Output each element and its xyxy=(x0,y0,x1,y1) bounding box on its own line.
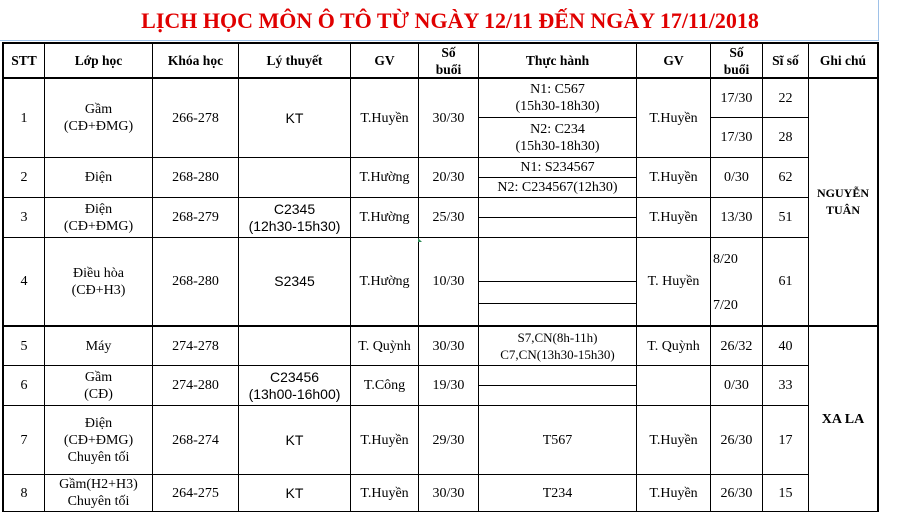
row-7-ly-thuyet: KT xyxy=(285,431,304,448)
row-6-khoa-hoc: 274-280 xyxy=(172,378,219,393)
row-1-so-buoi-2-a: 17/30 xyxy=(720,90,753,106)
thuc-hanh-line: S7,CN(8h-11h) xyxy=(517,330,598,345)
lop-hoc-line: Điều hòa xyxy=(73,265,124,281)
header-so-buoi xyxy=(419,44,478,77)
row-1-gv-2: T.Huyền xyxy=(649,110,698,126)
header-ghi-chu: Ghi chú xyxy=(819,53,867,68)
row-8-gv: T.Huyền xyxy=(360,485,409,501)
row-5-ly-thuyet xyxy=(239,327,350,365)
row-6-so-buoi-2: 0/30 xyxy=(724,378,749,393)
row-6-thuc-hanh xyxy=(479,366,636,405)
row-4-so-buoi-2-a: 8/20 xyxy=(713,251,738,267)
row-2-stt: 2 xyxy=(20,170,28,185)
row-8-lop-hoc xyxy=(45,475,152,511)
row-5-so-buoi: 30/30 xyxy=(432,338,465,354)
row-7-so-buoi: 29/30 xyxy=(432,432,465,448)
row-8-gv-2: T.Huyền xyxy=(649,485,698,501)
row-4-gv-2: T. Huyền xyxy=(647,274,700,289)
row-2-gv-2: T.Huyền xyxy=(649,170,698,185)
row-5-thuc-hanh xyxy=(479,327,636,365)
row-8-thuc-hanh: T234 xyxy=(542,485,573,501)
row-3-ly-thuyet xyxy=(239,198,350,237)
row-5-stt: 5 xyxy=(20,338,28,354)
thuc-hanh-line: (15h30-18h30) xyxy=(515,138,600,154)
row-2-so-buoi: 20/30 xyxy=(432,170,465,185)
row-4-stt: 4 xyxy=(20,274,28,289)
row-3-gv-2: T.Huyền xyxy=(649,210,698,225)
row-3-lop-hoc xyxy=(45,198,152,237)
row-7-thuc-hanh: T567 xyxy=(542,432,573,448)
row-2-thuc-hanh-n1: N1: S234567 xyxy=(520,160,595,175)
thuc-hanh-line: C7,CN(13h30-15h30) xyxy=(500,347,615,362)
lop-hoc-line: Gầm xyxy=(84,102,113,117)
lop-hoc-line: (CĐ+ĐMG) xyxy=(63,432,134,448)
row-1-gv: T.Huyền xyxy=(360,110,409,126)
row-7-stt: 7 xyxy=(20,432,28,448)
row-7-so-buoi-2: 26/30 xyxy=(720,432,753,448)
row-4-gv: T.Hường xyxy=(359,274,410,289)
header-gv: GV xyxy=(374,53,395,68)
row-1-si-so-b: 28 xyxy=(778,130,793,145)
row-8-si-so: 15 xyxy=(778,485,793,501)
row-7-lop-hoc xyxy=(45,406,152,474)
lop-hoc-line: Chuyên tối xyxy=(67,449,130,465)
row-4-ly-thuyet: S2345 xyxy=(274,273,315,289)
header-so-buoi-line: buổi xyxy=(723,61,750,77)
note-xa-la: XA LA xyxy=(821,411,865,427)
page-title: LỊCH HỌC MÔN Ô TÔ TỪ NGÀY 12/11 ĐẾN NGÀY 17/11/2018 xyxy=(141,8,759,33)
header-si-so: Sĩ số xyxy=(772,53,799,68)
thuc-hanh-line: N2: C234 xyxy=(530,121,585,137)
header-so-buoi-line: Số xyxy=(729,44,744,60)
row-1-thuc-hanh-n1 xyxy=(479,79,636,117)
row-4-so-buoi: 10/30 xyxy=(432,274,465,289)
row-3-thuc-hanh xyxy=(479,198,636,237)
header-so-buoi-line: buổi xyxy=(435,61,462,77)
ly-thuyet-line: (12h30-15h30) xyxy=(248,217,341,234)
row-1-so-buoi-2-b: 17/30 xyxy=(720,130,753,145)
ly-thuyet-line: C23456 xyxy=(269,368,320,385)
row-7-gv-2: T.Huyền xyxy=(649,432,698,448)
lop-hoc-line: Điện xyxy=(84,415,113,431)
row-3-si-so: 51 xyxy=(778,210,793,225)
row-1-lop-hoc xyxy=(45,79,152,157)
header-khoa-hoc: Khóa học xyxy=(167,53,224,68)
row-5-khoa-hoc: 274-278 xyxy=(172,338,219,354)
header-so-buoi-2 xyxy=(711,44,762,77)
lop-hoc-line: (CĐ+H3) xyxy=(71,282,126,298)
header-so-buoi-line: Số xyxy=(441,44,456,60)
row-7-gv: T.Huyền xyxy=(360,432,409,448)
row-6-gv-2 xyxy=(637,366,710,405)
row-1-ly-thuyet: KT xyxy=(285,109,304,126)
row-5-si-so: 40 xyxy=(778,338,793,354)
row-8-khoa-hoc: 264-275 xyxy=(172,485,219,501)
lop-hoc-line: (CĐ) xyxy=(84,386,113,402)
row-3-so-buoi-2: 13/30 xyxy=(720,210,753,225)
row-2-thuc-hanh-n2: N2: C234567(12h30) xyxy=(497,180,618,195)
row-2-khoa-hoc: 268-280 xyxy=(172,170,219,185)
row-2-ly-thuyet xyxy=(239,158,350,197)
row-4-khoa-hoc: 268-280 xyxy=(172,274,219,289)
row-1-si-so-a: 22 xyxy=(778,90,793,106)
ly-thuyet-line: C2345 xyxy=(273,200,316,217)
row-6-si-so: 33 xyxy=(778,378,793,393)
row-6-so-buoi: 19/30 xyxy=(432,378,465,393)
row-4-thuc-hanh xyxy=(479,238,636,325)
row-8-stt: 8 xyxy=(20,485,28,501)
row-1-thuc-hanh-n2 xyxy=(479,118,636,157)
row-8-so-buoi: 30/30 xyxy=(432,485,465,501)
row-6-gv: T.Công xyxy=(363,378,406,393)
lop-hoc-line: Gầm xyxy=(84,369,113,385)
row-3-so-buoi: 25/30 xyxy=(432,210,465,225)
thuc-hanh-line: (15h30-18h30) xyxy=(515,99,600,114)
row-7-khoa-hoc: 268-274 xyxy=(172,432,219,448)
row-4-lop-hoc xyxy=(45,238,152,325)
lop-hoc-line: (CĐ+ĐMG) xyxy=(63,218,134,234)
header-gv-2: GV xyxy=(663,53,684,68)
note-line: NGUYỄN xyxy=(816,186,869,200)
row-3-stt: 3 xyxy=(20,210,28,225)
row-2-so-buoi-2: 0/30 xyxy=(724,170,749,185)
row-4-so-buoi-2-b: 7/20 xyxy=(713,297,738,313)
row-1-khoa-hoc: 266-278 xyxy=(172,110,219,126)
lop-hoc-line: (CĐ+ĐMG) xyxy=(63,119,134,134)
header-thuc-hanh: Thực hành xyxy=(525,53,590,68)
row-5-lop-hoc: Máy xyxy=(85,338,112,354)
row-5-gv: T. Quỳnh xyxy=(358,338,411,354)
row-1-stt: 1 xyxy=(20,110,28,126)
row-5-so-buoi-2: 26/32 xyxy=(720,338,753,354)
row-4-si-so: 61 xyxy=(778,274,793,289)
row-5-gv-2: T. Quỳnh xyxy=(647,338,700,354)
grid-line xyxy=(877,42,879,512)
row-3-khoa-hoc: 268-279 xyxy=(172,210,219,225)
lop-hoc-line: Chuyên tối xyxy=(67,494,130,509)
row-8-ly-thuyet: KT xyxy=(285,484,304,501)
header-lop-hoc: Lớp học xyxy=(74,53,123,68)
ly-thuyet-line: (13h00-16h00) xyxy=(248,385,341,402)
row-6-lop-hoc xyxy=(45,366,152,405)
row-6-stt: 6 xyxy=(20,378,28,393)
note-nguyen-tuan xyxy=(809,79,877,325)
row-1-so-buoi: 30/30 xyxy=(432,110,465,126)
row-8-so-buoi-2: 26/30 xyxy=(720,485,753,501)
row-3-gv: T.Hường xyxy=(359,210,410,225)
lop-hoc-line: Điện xyxy=(84,201,113,217)
row-6-ly-thuyet xyxy=(239,366,350,405)
row-2-si-so: 62 xyxy=(778,170,793,185)
row-7-si-so: 17 xyxy=(778,432,793,448)
header-ly-thuyet: Lý thuyết xyxy=(266,53,323,68)
lop-hoc-line: Gầm(H2+H3) xyxy=(59,477,138,492)
header-stt: STT xyxy=(11,53,37,68)
thuc-hanh-line: N1: C567 xyxy=(530,82,585,97)
row-2-lop-hoc: Điện xyxy=(84,170,113,185)
note-line: TUÂN xyxy=(825,203,860,217)
row-2-gv: T.Hường xyxy=(359,170,410,185)
